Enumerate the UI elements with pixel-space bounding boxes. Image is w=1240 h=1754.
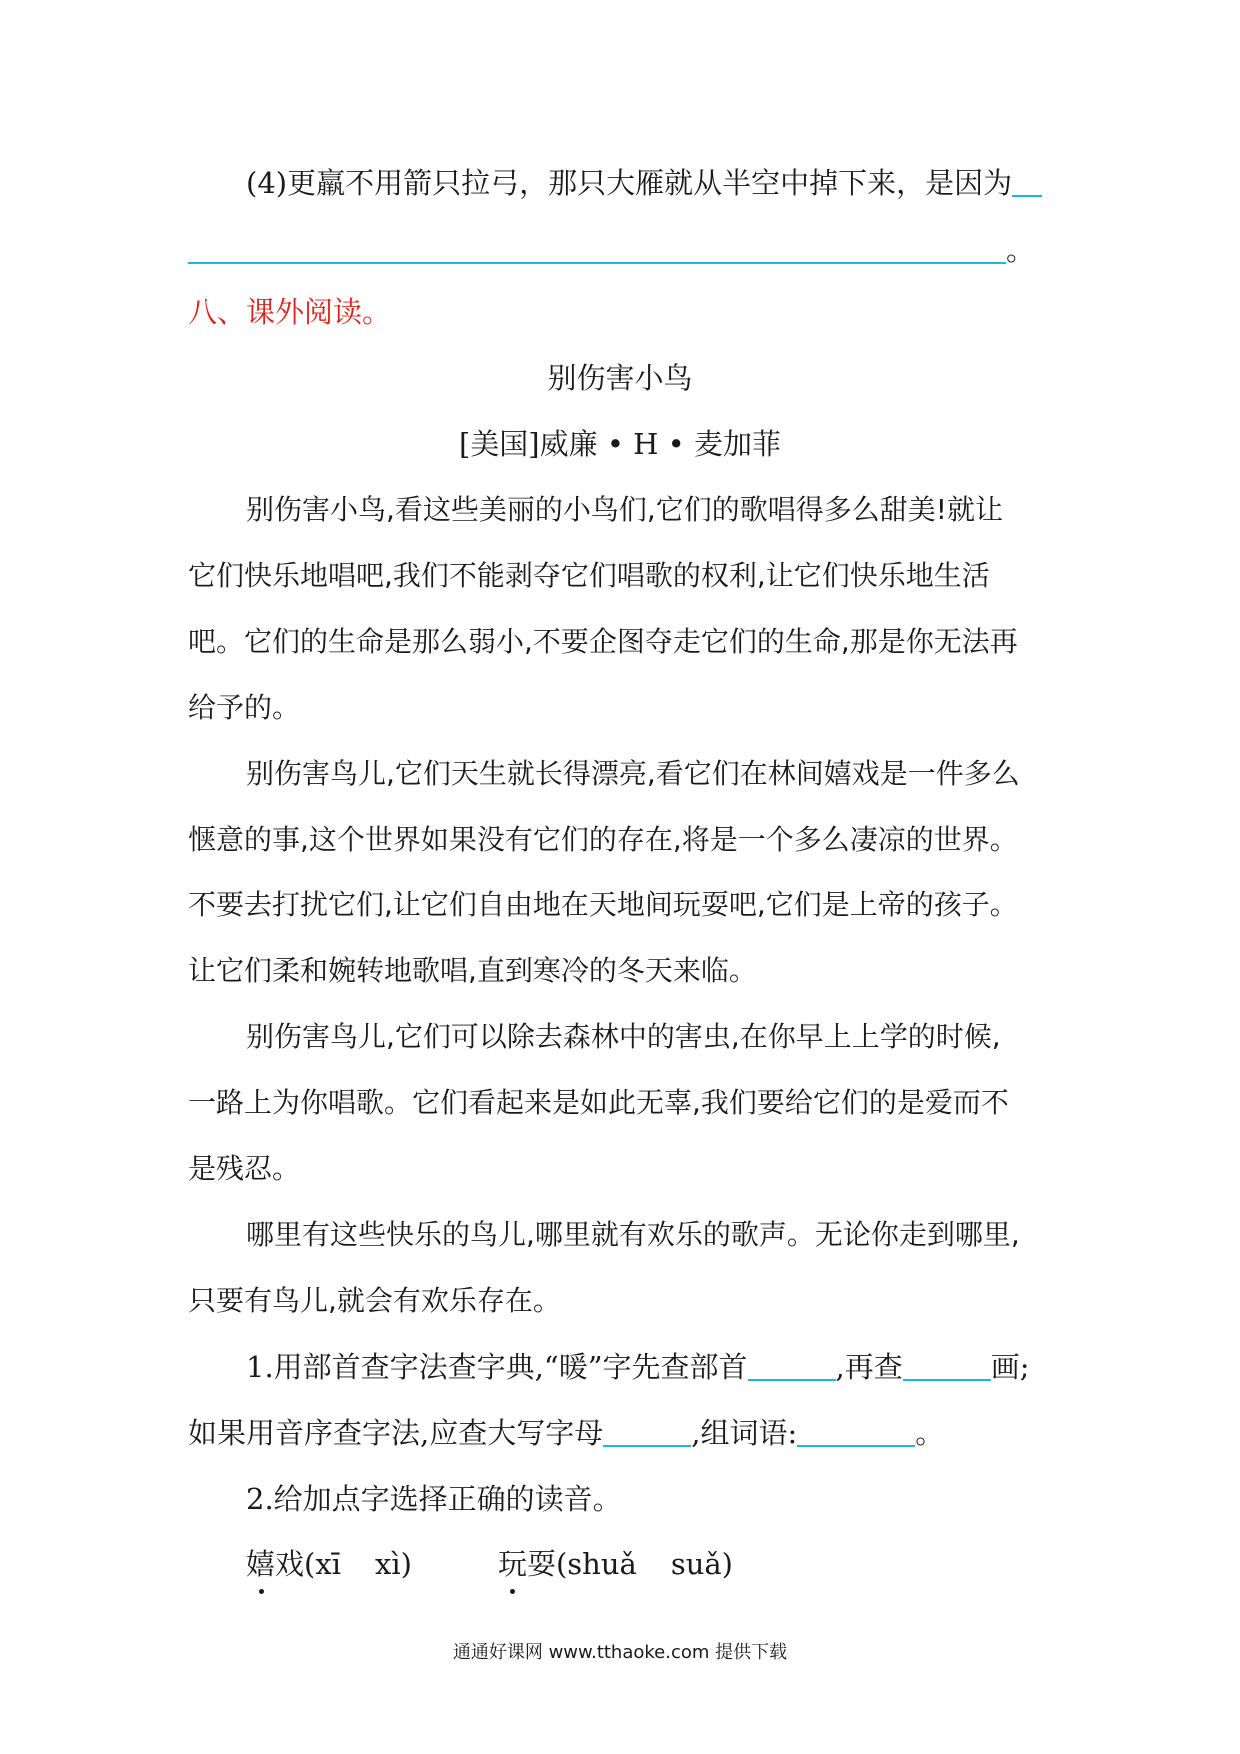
answer-blank[interactable] (603, 1415, 691, 1447)
question-1-text: ,组词语: (691, 1416, 798, 1450)
passage-line: 别伤害鸟儿,它们可以除去森林中的害虫,在你早上上学的时候, (246, 1020, 1001, 1053)
question-1-text: 画; (990, 1350, 1030, 1384)
pinyin-item: 玩耍(shuǎ suǎ) (498, 1547, 733, 1581)
question-2-options (246, 1544, 733, 1584)
passage-line: 别伤害小鸟,看这些美丽的小鸟们,它们的歌唱得多么甜美!就让 (246, 493, 1004, 526)
dotted-character: 嬉 (246, 1544, 275, 1584)
pinyin-option[interactable]: (shuǎ (555, 1547, 637, 1581)
answer-blank[interactable] (1012, 165, 1042, 197)
pinyin-option[interactable]: (xī (304, 1547, 341, 1581)
question-4-text: (4)更羸不用箭只拉弓，那只大雁就从半空中掉下来，是因为 (246, 166, 1013, 200)
pinyin-option[interactable]: suǎ) (670, 1547, 733, 1581)
dotted-character: 玩 (498, 1544, 527, 1584)
question-1 (246, 1347, 1030, 1387)
question-1-text: 。 (915, 1416, 945, 1450)
passage-line: 别伤害鸟儿,它们天生就长得漂亮,看它们在林间嬉戏是一件多么 (246, 757, 1020, 790)
passage-line: 不要去打扰它们,让它们自由地在天地间玩耍吧,它们是上帝的孩子。 (188, 888, 1018, 921)
question-4-answer-line (188, 230, 1035, 270)
passage-line: 惬意的事,这个世界如果没有它们的存在,将是一个多么凄凉的世界。 (188, 823, 1018, 856)
passage-line: 是残忍。 (188, 1152, 301, 1185)
passage-line: 吧。它们的生命是那么弱小,不要企图夺走它们的生命,那是你无法再 (188, 625, 1018, 658)
answer-blank[interactable] (748, 1349, 836, 1381)
question-1-text: ,再查 (835, 1350, 903, 1384)
pinyin-option[interactable]: xì) (374, 1547, 412, 1581)
passage-line: 一路上为你唱歌。它们看起来是如此无辜,我们要给它们的是爱而不 (188, 1086, 1009, 1119)
passage-line: 让它们柔和婉转地歌唱,直到寒冷的冬天来临。 (188, 954, 757, 987)
question-2: 2.给加点字选择正确的读音。 (246, 1482, 622, 1516)
answer-blank[interactable] (188, 232, 1006, 264)
passage-line: 只要有鸟儿,就会有欢乐存在。 (188, 1284, 561, 1317)
passage-title: 别伤害小鸟 (547, 361, 693, 395)
answer-blank[interactable] (903, 1349, 991, 1381)
question-1-continued (188, 1413, 944, 1453)
passage-line: 它们快乐地唱吧,我们不能剥夺它们唱歌的权利,让它们快乐地生活 (188, 559, 990, 592)
answer-blank[interactable] (797, 1415, 915, 1447)
question-4-end: 。 (1006, 233, 1036, 267)
pinyin-item: 嬉戏(xī xì) (246, 1547, 412, 1581)
passage-line: 哪里有这些快乐的鸟儿,哪里就有欢乐的歌声。无论你走到哪里, (246, 1218, 1020, 1251)
question-4 (246, 163, 1042, 203)
passage-line: 给予的。 (188, 691, 301, 724)
section-heading: 八、课外阅读。 (188, 295, 392, 329)
page-footer: 通通好课网 www.tthaoke.com 提供下载 (452, 1642, 788, 1663)
question-1-text: 如果用音序查字法,应查大写字母 (188, 1416, 604, 1450)
question-1-text: 1.用部首查字法查字典,“暖”字先查部首 (246, 1350, 748, 1384)
passage-author: [美国]威廉 • H • 麦加菲 (458, 427, 781, 461)
